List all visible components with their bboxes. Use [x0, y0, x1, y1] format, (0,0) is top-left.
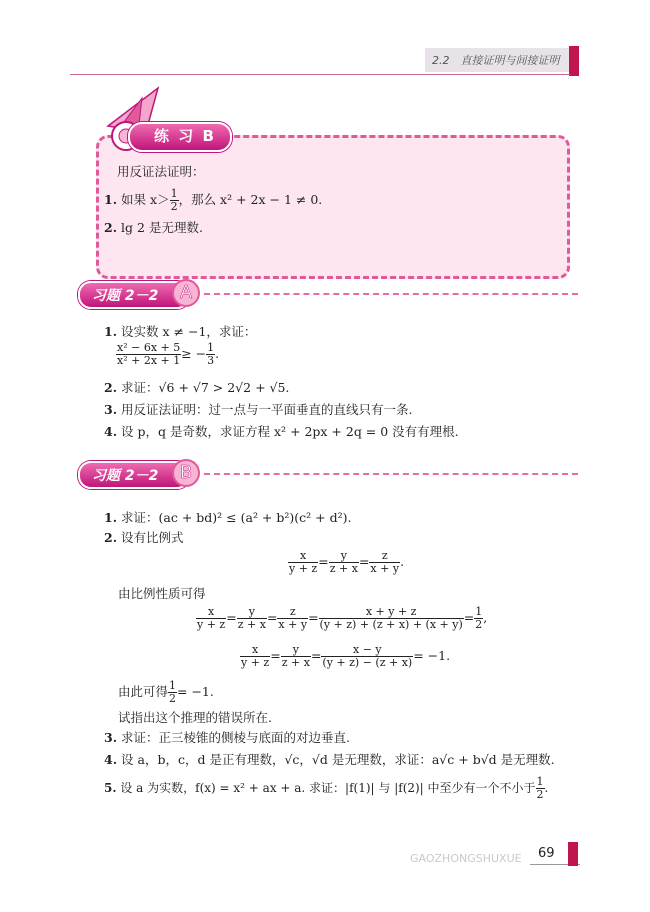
header-accent — [569, 46, 579, 76]
b-item-3: 3. 求证：正三棱锥的侧棱与底面的对边垂直. — [104, 730, 351, 745]
practice-item-1: 1. 如果 x＞ $\frac{1}{2}$ ，那么 x² + 2x − 1 ≠ 0. — [104, 187, 323, 213]
practice-title: 练 习 B — [154, 127, 216, 145]
b-item-5: 5. 设 a 为实数，f(x) = x² + ax + a. 求证：|f(1)| 与 |f(2)| 中至少有一个不小于 $\frac{1}{2}$ . — [104, 775, 549, 801]
a-item-3: 3. 用反证法证明：过一点与一平面垂直的直线只有一条. — [104, 402, 413, 417]
b-item-1: 1. 求证：(ac + bd)² ≤ (a² + b²)(c² + d²). — [104, 510, 352, 525]
section-b-letter: B — [172, 459, 200, 487]
practice-intro: 用反证法证明： — [117, 164, 205, 179]
page-accent — [568, 842, 578, 866]
practice-item-2: 2. lg 2 是无理数. — [104, 220, 203, 235]
page-number: 69 — [538, 846, 555, 861]
practice-badge — [88, 86, 238, 160]
a-item-1-inequality: $\frac{\text{x² − 6x + 5}}{\text{x² + 2x + 1}}$ ≥ − $\frac{1}{3}$ . — [117, 341, 220, 367]
section-b-label: 习题 2－2 — [92, 468, 159, 484]
a-item-4: 4. 设 p，q 是奇数，求证方程 x² + 2px + 2q = 0 没有有理根. — [104, 424, 459, 439]
a-item-1: 1. 设实数 x ≠ −1，求证： — [104, 324, 257, 339]
b-item-2-eq2: $\frac{x}{y + z}$ = $\frac{y}{z + x}$ = $\frac{z}{x + y}$ = $\frac{x + y + z}{(y + z) + (z + x) + (x + y)}$ = $\frac{1}{2}$ , — [197, 605, 488, 631]
b-item-2-eq1: $\frac{x}{y + z}$ = $\frac{y}{z + x}$ = $\frac{z}{x + y}$ . — [289, 549, 405, 575]
section-a-divider — [204, 293, 578, 295]
a-item-2: 2. 求证：√6 + √7 > 2√2 + √5. — [104, 380, 290, 395]
footer-label: GAOZHONGSHUXUE — [410, 852, 522, 865]
section-a-letter: A — [172, 279, 200, 307]
b-item-2-property: 由比例性质可得 — [118, 586, 206, 601]
b-item-2-eq3: $\frac{x}{y + z}$ = $\frac{y}{z + x}$ = $\frac{x - y}{(y + z) - (z + x)}$ = −1. — [241, 643, 451, 669]
b-item-2: 2. 设有比例式 — [104, 530, 184, 545]
section-b-divider — [204, 473, 578, 475]
b-item-2-task: 试指出这个推理的错误所在. — [118, 710, 272, 725]
b-item-2-conclusion: 由此可得 $\frac{1}{2}$ = −1. — [118, 679, 214, 705]
header-rule — [70, 74, 570, 75]
b-item-4: 4. 设 a，b，c，d 是正有理数，√c，√d 是无理数，求证：a√c + b√d 是无理数. — [104, 752, 555, 767]
section-header: 2.2 直接证明与间接证明 — [432, 54, 560, 67]
section-a-label: 习题 2－2 — [92, 288, 159, 304]
